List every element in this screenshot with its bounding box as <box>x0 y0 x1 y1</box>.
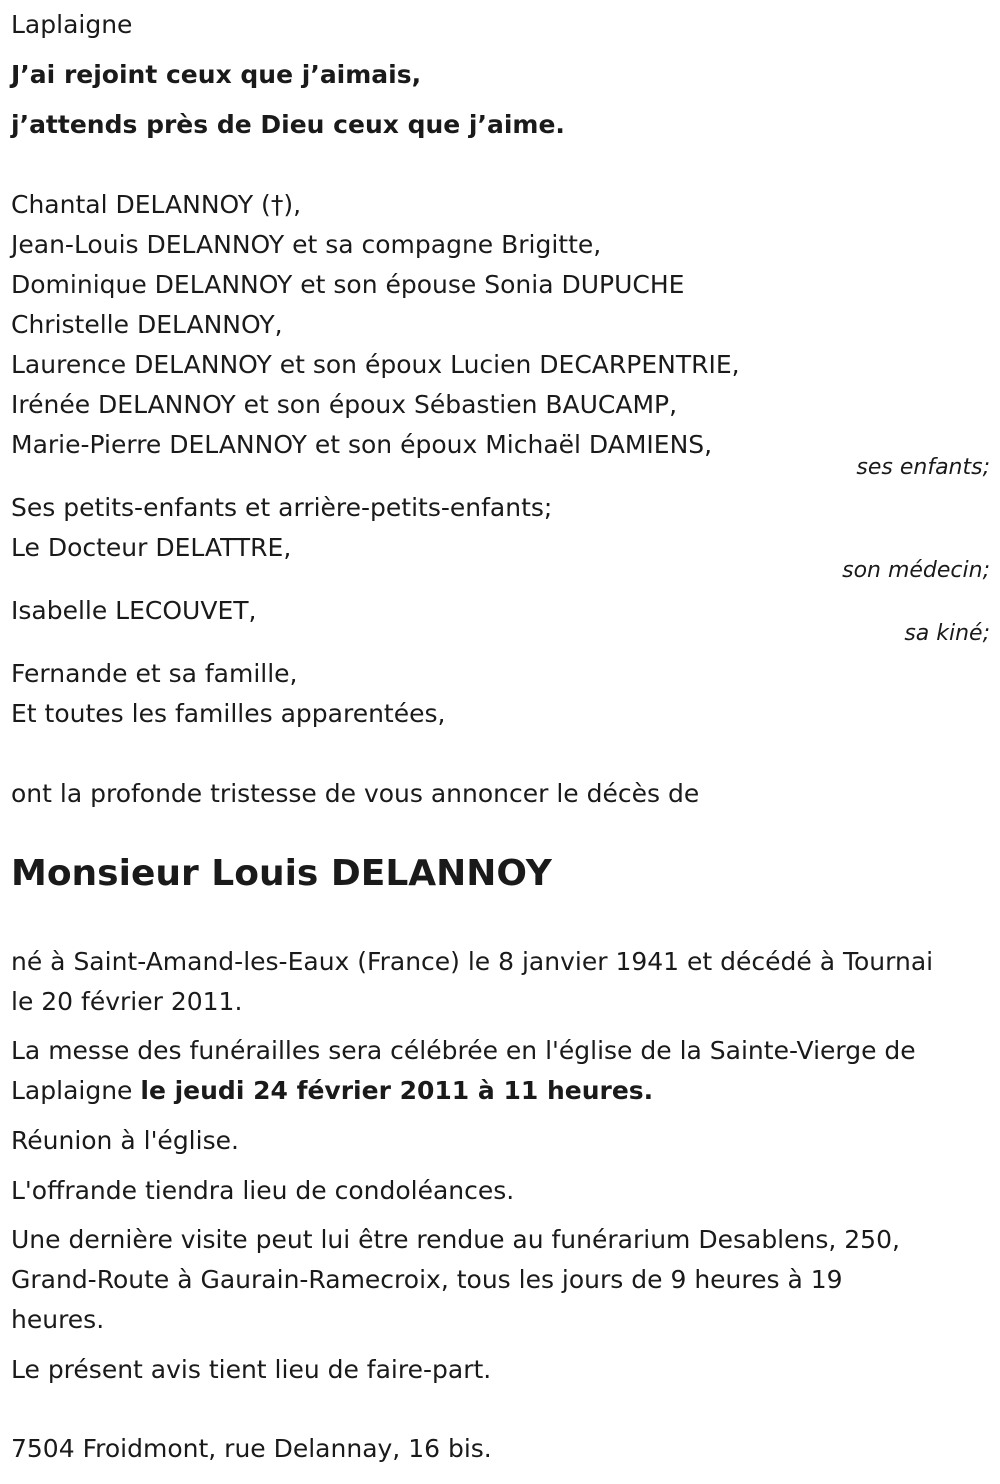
visit-line-2: Grand-Route à Gaurain-Ramecroix, tous les jours de 9 heures à 19 <box>11 1265 843 1294</box>
doctor-line: Le Docteur DELATTRE, <box>11 533 292 562</box>
kine-role: sa kiné; <box>904 621 990 646</box>
birth-line-1: né à Saint-Amand-les-Eaux (France) le 8 janvier 1941 et décédé à Tournai <box>11 947 934 976</box>
child-5: Laurence DELANNOY et son époux Lucien DECARPENTRIE, <box>11 350 740 379</box>
birth-line-2: le 20 février 2011. <box>11 987 243 1016</box>
child-7: Marie-Pierre DELANNOY et son époux Michaël DAMIENS, <box>11 430 713 459</box>
visit-line-3: heures. <box>11 1305 105 1334</box>
mass-line-2 <box>11 1074 653 1108</box>
children-role: ses enfants; <box>856 455 990 480</box>
visit-line-1: Une dernière visite peut lui être rendue au funérarium Desablens, 250, <box>11 1225 900 1254</box>
meeting-line: Réunion à l'église. <box>11 1126 239 1155</box>
notice-line: Le présent avis tient lieu de faire-part. <box>11 1355 492 1384</box>
grandchildren-line: Ses petits-enfants et arrière-petits-enfants; <box>11 493 553 522</box>
child-4: Christelle DELANNOY, <box>11 310 283 339</box>
mass-line-1: La messe des funérailles sera célébrée en l'église de la Sainte-Vierge de <box>11 1036 916 1065</box>
others-line-2: Et toutes les familles apparentées, <box>11 699 446 728</box>
child-6: Irénée DELANNOY et son époux Sébastien BAUCAMP, <box>11 390 678 419</box>
location-heading: Laplaigne <box>11 10 133 39</box>
child-2: Jean-Louis DELANNOY et sa compagne Brigitte, <box>11 230 602 259</box>
mass-place: Laplaigne <box>11 1076 141 1105</box>
kine-line: Isabelle LECOUVET, <box>11 596 257 625</box>
quote-line-1: J’ai rejoint ceux que j’aimais, <box>11 60 422 89</box>
offering-line: L'offrande tiendra lieu de condoléances. <box>11 1176 515 1205</box>
announcement-line: ont la profonde tristesse de vous annoncer le décès de <box>11 779 700 808</box>
address-line: 7504 Froidmont, rue Delannay, 16 bis. <box>11 1434 492 1463</box>
others-line-1: Fernande et sa famille, <box>11 659 298 688</box>
mass-date: le jeudi 24 février 2011 à 11 heures. <box>140 1076 654 1105</box>
child-3: Dominique DELANNOY et son épouse Sonia DUPUCHE <box>11 270 685 299</box>
doctor-role: son médecin; <box>842 558 990 583</box>
child-1: Chantal DELANNOY (†), <box>11 190 302 219</box>
quote-line-2: j’attends près de Dieu ceux que j’aime. <box>11 110 565 139</box>
deceased-name: Monsieur Louis DELANNOY <box>11 853 552 894</box>
